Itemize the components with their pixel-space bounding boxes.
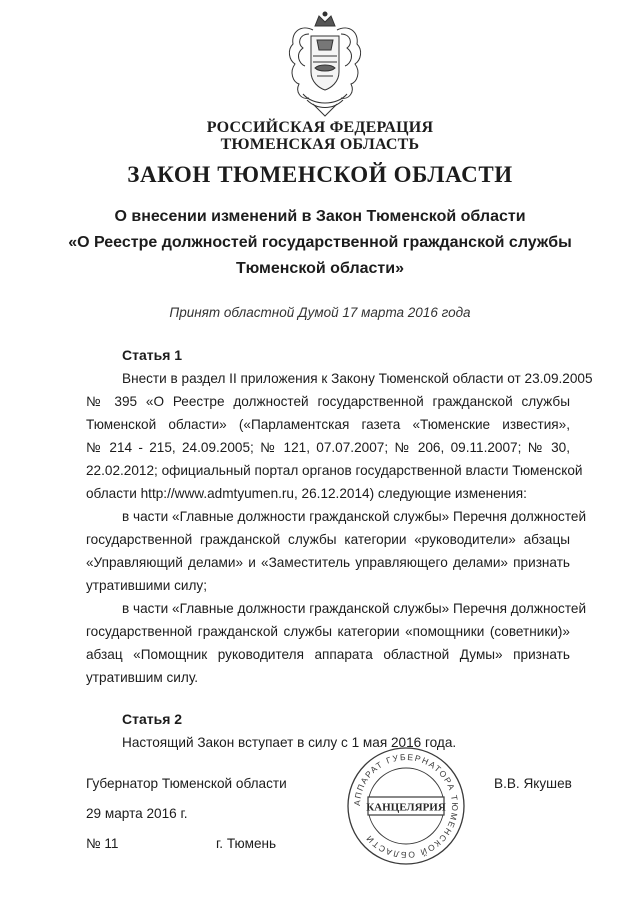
signing-city: г. Тюмень (216, 836, 277, 851)
article-1-line: «Управляющий делами» и «Заместитель управляющего делами» признать (86, 555, 570, 570)
office-stamp (344, 744, 468, 868)
document-type-title: ЗАКОН ТЮМЕНСКОЙ ОБЛАСТИ (127, 162, 513, 187)
header-country: РОССИЙСКАЯ ФЕДЕРАЦИЯ (206, 119, 434, 136)
article-1-line: 22.02.2012; официальный портал органов государственной власти Тюменской (86, 463, 583, 478)
header-region: ТЮМЕНСКАЯ ОБЛАСТЬ (220, 136, 420, 153)
article-1-line: в части «Главные должности гражданской службы» Перечня должностей (122, 601, 587, 616)
governor-title: Губернатор Тюменской области (86, 776, 287, 791)
article-1-line: абзац «Помощник руководителя аппарата областной Думы» признать (86, 647, 570, 662)
article-1-line: Тюменской области» («Парламентская газета «Тюменские известия», (86, 417, 570, 432)
adoption-note: Принят областной Думой 17 марта 2016 года (169, 305, 471, 320)
coat-of-arms-emblem (283, 10, 367, 118)
article-2-text: Настоящий Закон вступает в силу с 1 мая 2016 года. (122, 735, 457, 750)
law-number: № 11 (86, 836, 119, 851)
article-1-line: государственной гражданской службы категории «руководители» абзацы (86, 532, 570, 547)
article-1-heading: Статья 1 (122, 347, 183, 363)
article-1-line: государственной гражданской службы категории «помощники (советники)» (86, 624, 570, 639)
title-line-3: Тюменской области» (236, 260, 404, 277)
article-1-line: утратившими силу; (86, 578, 207, 593)
article-1-line: в части «Главные должности гражданской службы» Перечня должностей (122, 509, 587, 524)
article-1-line: утратившим силу. (86, 670, 199, 685)
title-line-1: О внесении изменений в Закон Тюменской области (114, 208, 526, 225)
article-1-line: области http://www.admtyumen.ru, 26.12.2014) следующие изменения: (86, 486, 527, 501)
article-1-line: Внести в раздел II приложения к Закону Тюменской области от 23.09.2005 (122, 371, 593, 386)
signing-date: 29 марта 2016 г. (86, 806, 188, 821)
title-line-2: «О Реестре должностей государственной гражданской службы (68, 234, 572, 251)
stamp-center-text: КАНЦЕЛЯРИЯ (366, 801, 446, 814)
article-2-heading: Статья 2 (122, 711, 183, 727)
governor-name: В.В. Якушев (494, 776, 572, 791)
stamp-ring-text: АППАРАТ ГУБЕРНАТОРА ТЮМЕНСКОЙ ОБЛАСТИ (351, 751, 461, 861)
article-1-line: № 395 «О Реестре должностей государственной гражданской службы (86, 394, 570, 409)
article-1-line: № 214 - 215, 24.09.2005; № 121, 07.07.2007; № 206, 09.11.2007; № 30, (86, 440, 570, 455)
